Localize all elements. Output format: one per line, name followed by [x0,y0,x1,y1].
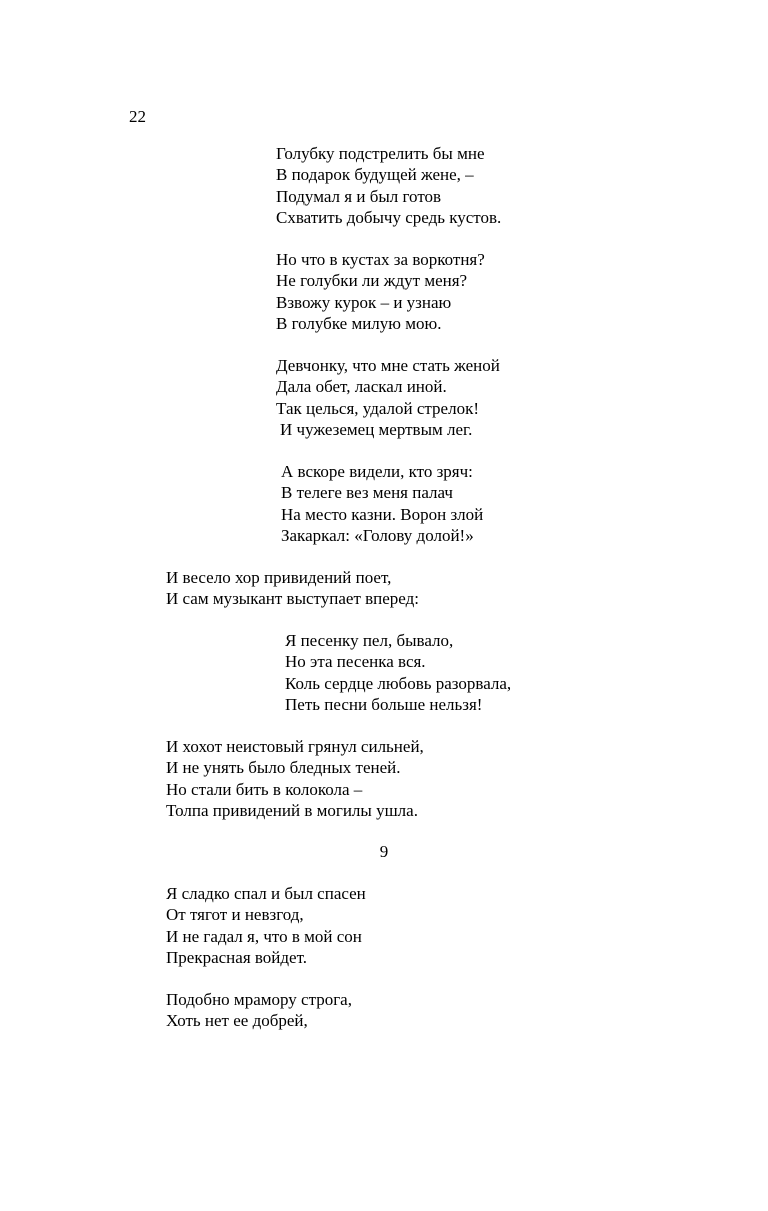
stanza-7 [166,736,424,821]
verse-line: Не голубки ли ждут меня? [276,271,468,291]
verse-line: Толпа привидений в могилы ушла. [166,800,418,820]
stanza-1 [276,143,501,228]
stanza-2 [276,249,485,334]
verse-line: Прекрасная войдет. [166,947,307,967]
verse-line: Взвожу курок – и узнаю [276,292,452,312]
page-number: 22 [129,107,146,126]
verse-line: Я сладко спал и был спасен [166,884,366,903]
verse-line: И сам музыкант выступает вперед: [166,589,419,609]
verse-line: Подобно мрамору строга, [166,990,352,1009]
verse-line: Петь песни больше нельзя! [285,694,483,714]
verse-line: В телеге вез меня палач [281,483,453,503]
verse-line: В голубке милую мою. [276,313,442,333]
verse-line: Закаркал: «Голову долой!» [281,525,474,545]
verse-line: Коль сердце любовь разорвала, [285,673,512,693]
verse-line: Девчонку, что мне стать женой [276,356,500,375]
verse-line: Голубку подстрелить бы мне [276,144,485,163]
verse-line: И не унять было бледных теней. [166,758,401,778]
verse-line: Но эта песенка вся. [285,652,426,672]
verse-line: В подарок будущей жене, – [276,165,474,185]
verse-line: На место казни. Ворон злой [281,504,484,524]
verse-line: И весело хор привидений поет, [166,568,392,587]
stanza-6 [285,630,511,715]
verse-line: Дала обет, ласкал иной. [276,377,447,397]
verse-line: И не гадал я, что в мой сон [166,926,362,946]
stanza-8 [166,883,366,968]
stanza-9 [166,989,352,1032]
verse-line: Так целься, удалой стрелок! [276,398,479,418]
section-number: 9 [379,842,389,861]
verse-line: И хохот неистовый грянул сильней, [166,737,424,756]
verse-line: Я песенку пел, бывало, [285,631,454,650]
verse-line: А вскоре видели, кто зряч: [281,462,473,481]
verse-line: От тягот и невзгод, [166,905,304,925]
verse-line: И чужеземец мертвым лег. [280,419,473,439]
stanza-4 [281,461,483,546]
verse-line: Подумал я и был готов [276,186,442,206]
stanza-3 [276,355,500,440]
stanza-5 [166,567,419,610]
verse-line: Схватить добычу средь кустов. [276,207,502,227]
verse-line: Хоть нет ее добрей, [166,1011,308,1031]
verse-line: Но что в кустах за воркотня? [276,250,485,269]
verse-line: Но стали бить в колокола – [166,779,363,799]
